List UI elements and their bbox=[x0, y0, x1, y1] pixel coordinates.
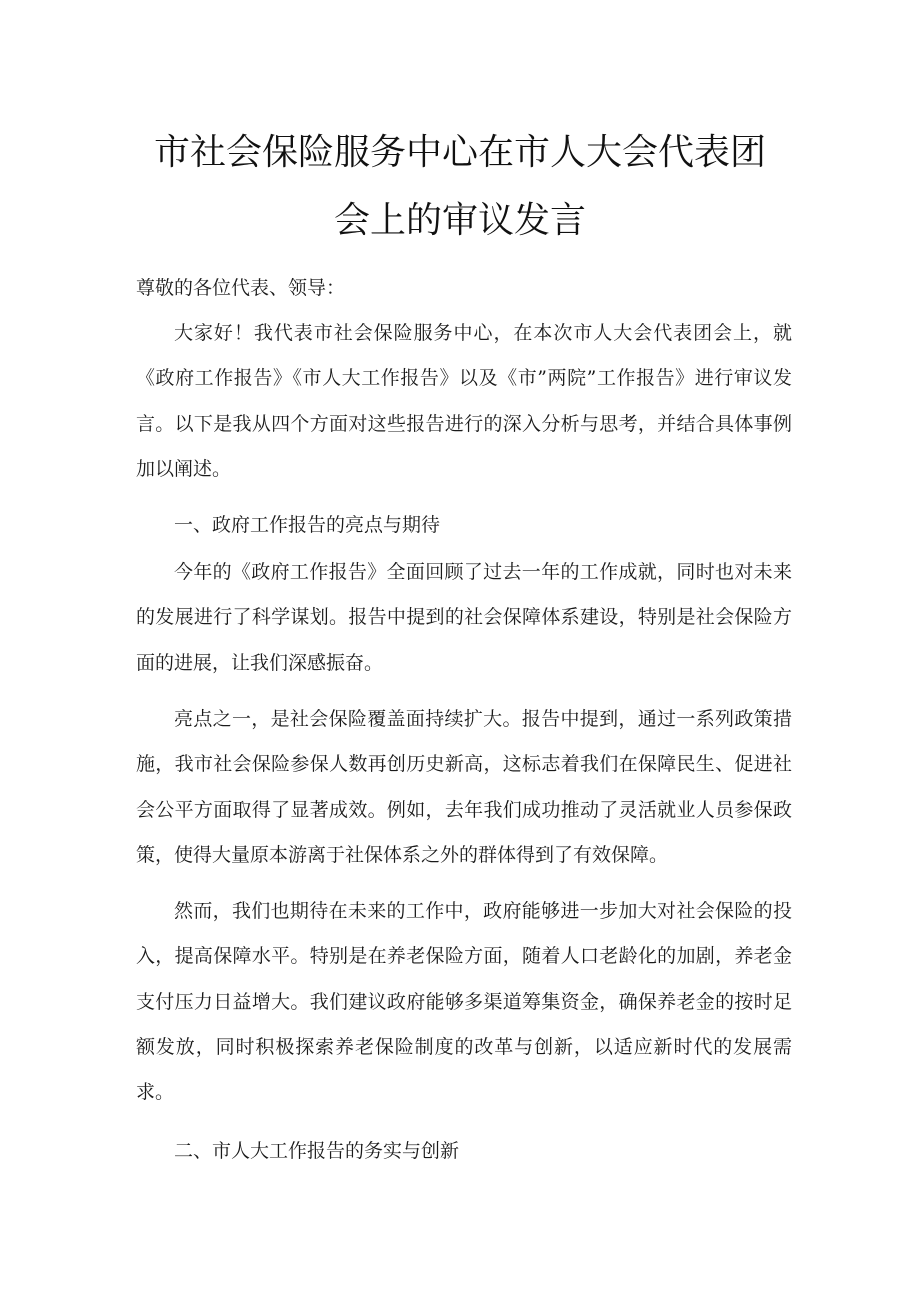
section-heading-1: 一、政府工作报告的亮点与期待 bbox=[174, 514, 441, 536]
document-title-line-2: 会上的审议发言 bbox=[333, 200, 586, 241]
section-heading-2: 二、市人大工作报告的务实与创新 bbox=[174, 1140, 460, 1162]
paragraph-report-overview: 今年的《政府工作报告》全面回顾了过去一年的工作成就，同时也对未来的发展进行了科学谋划。报告中提到的社会保障体系建设，特别是社会保险方面的进展，让我们深感振奋。 bbox=[136, 561, 792, 674]
paragraph-expectation: 然而，我们也期待在未来的工作中，政府能够进一步加大对社会保险的投入，提高保障水平。特别是在养老保险方面，随着人口老龄化的加剧，养老金支付压力日益增大。我们建议政府能够多渠道筹集资金，确保养老金的按时足额发放，同时积极探索养老保险制度的改革与创新，以适应新时代的发展需求。 bbox=[136, 900, 792, 1104]
paragraph-intro: 大家好！我代表市社会保险服务中心，在本次市人大会代表团会上，就《政府工作报告》《市人大工作报告》以及《市”两院”工作报告》进行审议发言。以下是我从四个方面对这些报告进行的深入分析与思考，并结合具体事例加以阐述。 bbox=[136, 322, 792, 480]
document-title-line-1: 市社会保险服务中心在市人大会代表团 bbox=[153, 132, 766, 173]
salutation: 尊敬的各位代表、领导： bbox=[136, 277, 346, 299]
paragraph-highlight-one: 亮点之一，是社会保险覆盖面持续扩大。报告中提到，通过一系列政策措施，我市社会保险参保人数再创历史新高，这标志着我们在保障民生、促进社会公平方面取得了显著成效。例如，去年我们成功推动了灵活就业人员参保政策，使得大量原本游离于社保体系之外的群体得到了有效保障。 bbox=[136, 708, 792, 866]
